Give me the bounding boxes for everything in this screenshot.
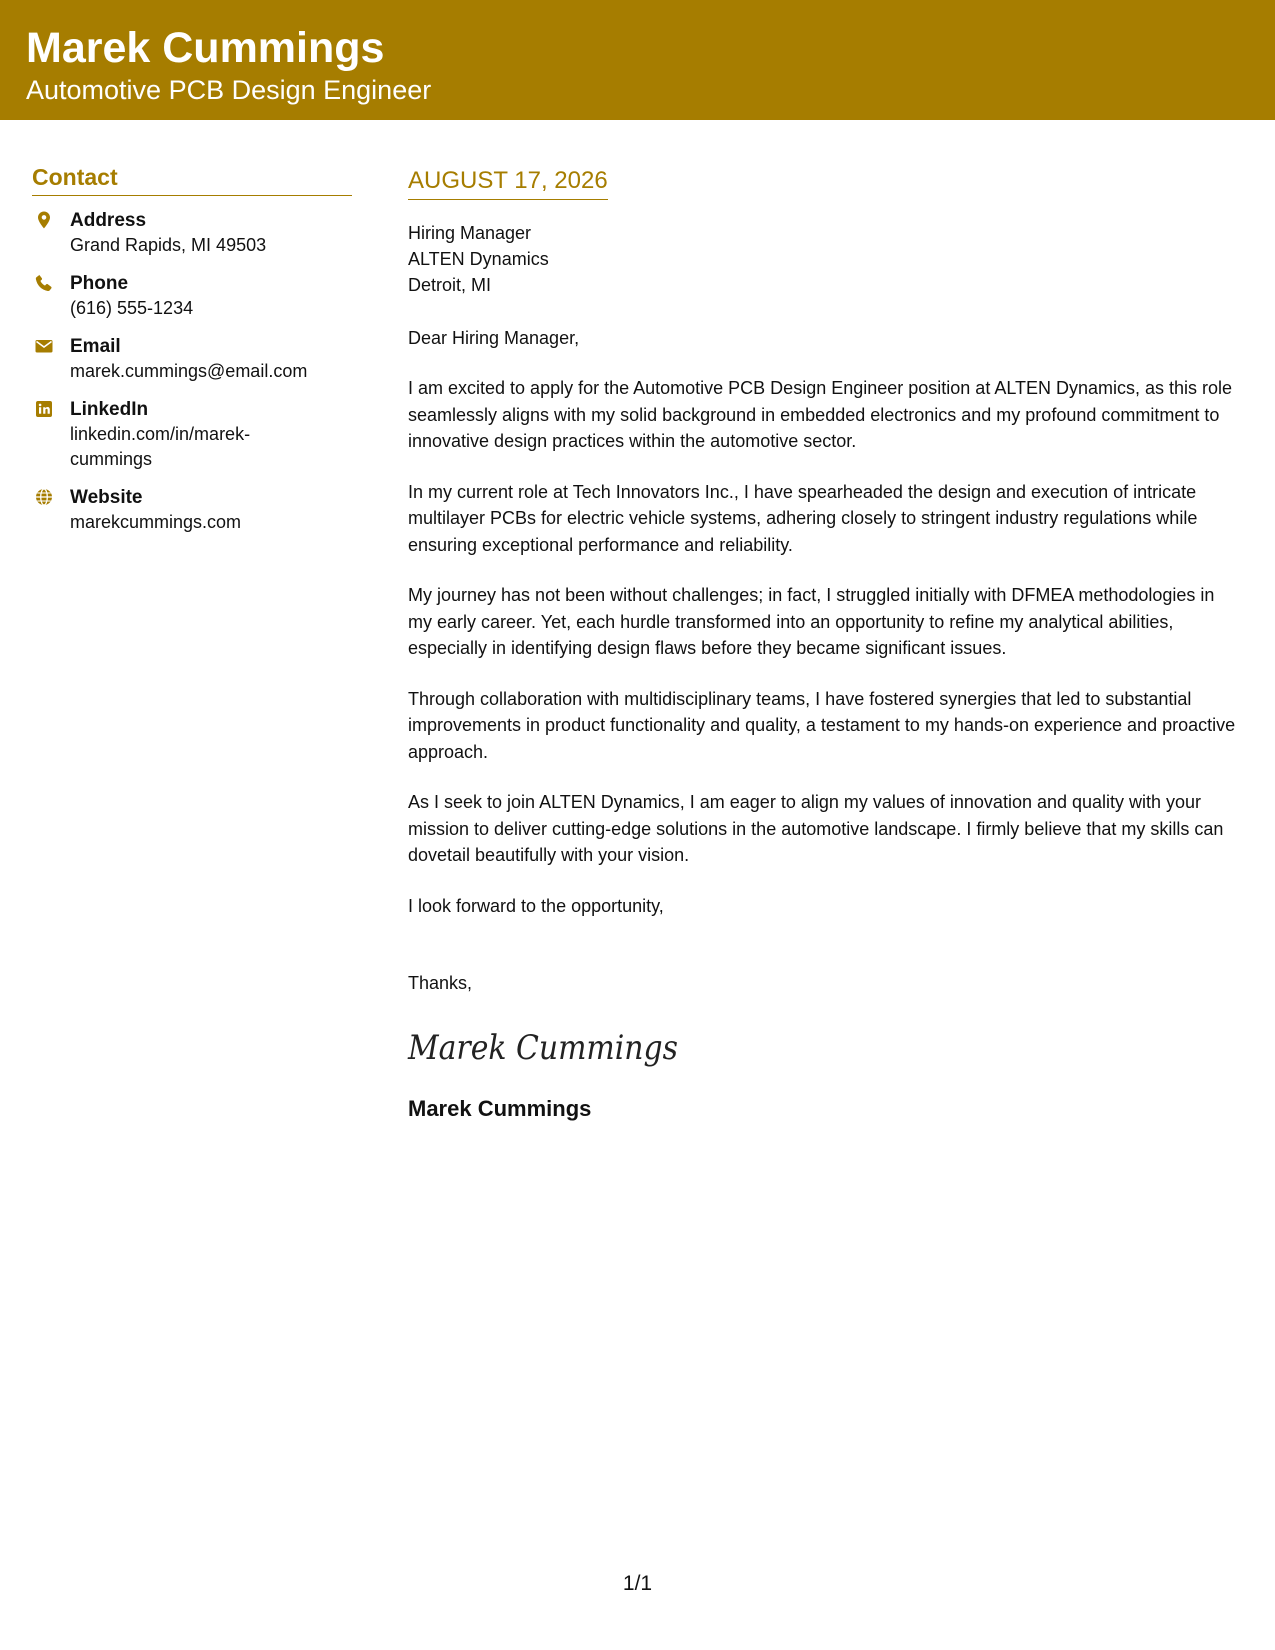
linkedin-icon: [34, 399, 54, 419]
body-paragraph: Through collaboration with multidisciplinary teams, I have fostered synergies that led to substantial improvements in product functionality and quality, a testament to my hands-on experience and proactive approach.: [408, 688, 1236, 762]
recipient-line: ALTEN Dynamics: [408, 249, 549, 269]
contact-phone: [32, 271, 352, 321]
contact-linkedin: [32, 397, 352, 472]
contact-address: [32, 208, 352, 258]
envelope-icon: [34, 336, 54, 356]
location-pin-icon: [34, 210, 54, 230]
salutation: Dear Hiring Manager,: [408, 328, 580, 348]
contact-value: Grand Rapids, MI 49503: [70, 235, 267, 255]
contact-label: Website: [70, 487, 143, 508]
body-paragraph: As I seek to join ALTEN Dynamics, I am eager to align my values of innovation and quality with your mission to deliver cutting-edge solutions in the automotive landscape. I firmly believe that my skills can dovetail beautifully with your vision.: [408, 792, 1224, 865]
letter-body: [408, 165, 1243, 1124]
handwritten-signature: [407, 1024, 678, 1072]
body-paragraph: In my current role at Tech Innovators Inc., I have spearheaded the design and execution of intricate multilayer PCBs for electric vehicle systems, adhering closely to stringent industry regulations while ensuring exceptional performance and reliability.: [408, 481, 1198, 555]
body-paragraph: I am excited to apply for the Automotive PCB Design Engineer position at ALTEN Dynamics, as this role seamlessly aligns with my solid background in embedded electronics and my profound commitment to innovative design practices within the automotive sector.: [408, 378, 1233, 451]
contact-value: (616) 555-1234: [70, 298, 194, 318]
contact-list: [32, 208, 352, 535]
contact-label: Address: [70, 210, 147, 231]
body-paragraph: My journey has not been without challenges; in fact, I struggled initially with DFMEA methodologies in my early career. Yet, each hurdle transformed into an opportunity to refine my analytical abilities, especially in identifying design flaws before they became significant issues.: [408, 585, 1215, 658]
signature-text: Marek Cummings: [407, 1027, 678, 1068]
page-number: 1/1: [622, 1572, 653, 1595]
contact-label: LinkedIn: [70, 399, 149, 420]
letter-date: AUGUST 17, 2026: [408, 165, 608, 200]
applicant-name: Marek Cummings: [26, 24, 385, 72]
contact-website: [32, 485, 352, 535]
contact-label: Phone: [70, 273, 129, 294]
signer-name: Marek Cummings: [408, 1095, 592, 1121]
contact-section-title: Contact: [32, 160, 352, 196]
globe-icon: [34, 487, 54, 507]
phone-icon: [34, 273, 54, 293]
contact-value[interactable]: marek.cummings@email.com: [70, 361, 308, 381]
contact-value[interactable]: linkedin.com/in/marek-cummings: [70, 424, 251, 469]
contact-sidebar: [32, 160, 352, 548]
sign-off: Thanks,: [408, 972, 473, 993]
recipient-line: Detroit, MI: [408, 275, 492, 295]
recipient-block: [408, 220, 1243, 298]
closing-line: I look forward to the opportunity,: [408, 895, 664, 916]
contact-email: [32, 334, 352, 384]
header-banner: [0, 0, 1275, 120]
applicant-title: Automotive PCB Design Engineer: [26, 75, 432, 105]
recipient-line: Hiring Manager: [408, 223, 532, 243]
contact-label: Email: [70, 336, 121, 357]
contact-value[interactable]: marekcummings.com: [70, 512, 242, 532]
